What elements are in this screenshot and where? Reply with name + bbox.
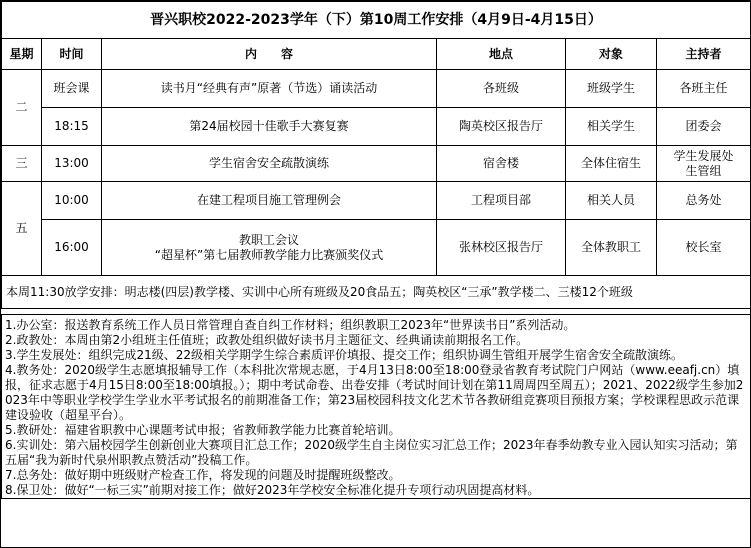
dismissal-notice: 本周11:30放学安排：明志楼(四层)教学楼、实训中心所有班级及20食品五；陶英校区“三承”教学楼二、三楼12个班级 [2,276,751,309]
list-item: 7.总务处：做好期中班级财产检查工作，将发现的问题及时提醒班级整改。 [5,468,401,482]
list-item: 2.政教处：本周由第2小组班主任值班；政教处组织做好读书月主题征文、经典诵读前期报名工作。 [5,333,529,347]
department-work-list [2,315,751,499]
host-line: 生管组 [685,163,722,178]
location-cell: 各班级 [437,70,566,108]
content-cell: 第24届校园十佳歌手大赛复赛 [102,108,437,146]
list-item: 1.办公室：报送教育系统工作人员日常管理自查自纠工作材料；组织教职工2023年“世界读书日”系列活动。 [5,318,576,332]
list-item: 4.教务处：2020级学生志愿填报辅导工作（本科批次常规志愿，于4月13日8:00至18:00登录省教育考试院门户网站（www.eeafj.cn）填报，征求志愿于4月15日8:00至18:00填报。）；期中考试命卷、出卷安排（考试时间计划在第11周周四至周五）；2021、2022级学生参加2023年中等职业学校学生学业水平考试报名的前期准备工作；第23届校园科技文化艺术节各教研组竞赛项目预报方案；学校课程思政示范课建设验收（超星平台）。 [5,363,744,422]
list-item: 6.实训处：第六届校园学生创新创业大赛项目汇总工作；2020级学生自主岗位实习汇总工作；2023年春季幼教专业入园认知实习活动；第五届“我为新时代泉州职教点赞活动”投稿工作。 [5,438,738,467]
table-row [2,182,751,220]
day-cell-tuesday: 二 [2,70,42,146]
audience-cell: 全体住宿生 [566,146,657,182]
day-cell-friday: 五 [2,182,42,276]
content-line: 教职工会议 [238,232,299,247]
schedule-table [1,1,751,499]
host-cell: 总务处 [657,182,751,220]
host-cell: 校长室 [657,220,751,276]
table-row [2,220,751,276]
location-cell: 工程项目部 [437,182,566,220]
audience-cell: 相关人员 [566,182,657,220]
list-item: 8.保卫处：做好“一标三实”前期对接工作；做好2023年学校安全标准化提升专项行动巩固提高材料。 [5,483,540,497]
content-line: “超星杯”第七届教师教学能力比赛颁奖仪式 [154,247,384,262]
time-cell: 10:00 [42,182,102,220]
location-cell: 张林校区报告厅 [437,220,566,276]
header-content: 内 容 [102,39,437,70]
audience-cell: 全体教职工 [566,220,657,276]
content-cell: 读书月“经典有声”原著（节选）诵读活动 [102,70,437,108]
header-location: 地点 [437,39,566,70]
audience-cell: 班级学生 [566,70,657,108]
audience-cell: 相关学生 [566,108,657,146]
table-row [2,70,751,108]
location-cell: 宿舍楼 [437,146,566,182]
host-line: 学生发展处 [673,148,734,163]
host-cell: 团委会 [657,108,751,146]
header-host: 主持者 [657,39,751,70]
header-audience: 对象 [566,39,657,70]
list-item: 5.教研处：福建省职教中心课题考试申报；省教师教学能力比赛首轮培训。 [5,423,401,437]
content-cell [102,220,437,276]
time-cell: 13:00 [42,146,102,182]
header-time: 时间 [42,39,102,70]
host-cell: 各班主任 [657,70,751,108]
table-row [2,146,751,182]
content-cell: 在建工程项目施工管理例会 [102,182,437,220]
time-cell: 18:15 [42,108,102,146]
list-item: 3.学生发展处：组织完成21级、22级相关学期学生综合素质评价填报、提交工作；组织协调生管组开展学生宿舍安全疏散演练。 [5,348,683,362]
table-row [2,108,751,146]
page-title: 晋兴职校2022-2023学年（下）第10周工作安排（4月9日-4月15日） [2,2,751,39]
day-cell-wednesday: 三 [2,146,42,182]
header-day: 星期 [2,39,42,70]
header-row [2,39,751,70]
time-cell: 班会课 [42,70,102,108]
location-cell: 陶英校区报告厅 [437,108,566,146]
content-cell: 学生宿舍安全疏散演练 [102,146,437,182]
host-cell [657,146,751,182]
time-cell: 16:00 [42,220,102,276]
